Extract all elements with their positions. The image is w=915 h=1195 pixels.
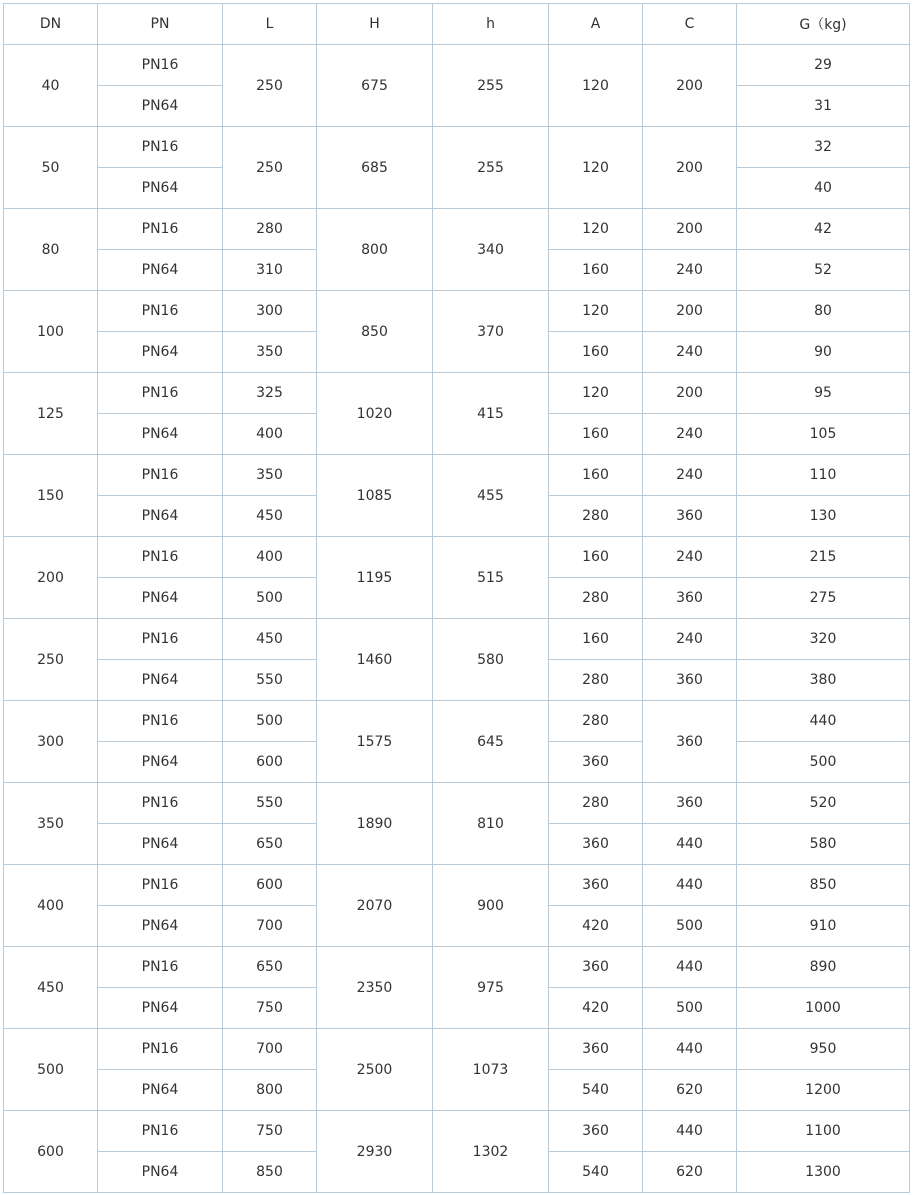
g-cell: 32 bbox=[737, 127, 910, 168]
dn-cell: 150 bbox=[4, 455, 98, 537]
a-cell: 160 bbox=[549, 414, 643, 455]
g-cell: 320 bbox=[737, 619, 910, 660]
l-cell: 450 bbox=[223, 619, 317, 660]
a-cell: 120 bbox=[549, 373, 643, 414]
c-cell: 200 bbox=[643, 373, 737, 414]
h-lower-cell: 415 bbox=[433, 373, 549, 455]
header-pn: PN bbox=[98, 4, 223, 45]
g-cell: 910 bbox=[737, 906, 910, 947]
a-cell: 360 bbox=[549, 824, 643, 865]
g-cell: 275 bbox=[737, 578, 910, 619]
h-upper-cell: 1460 bbox=[317, 619, 433, 701]
a-cell: 360 bbox=[549, 742, 643, 783]
pn-cell: PN64 bbox=[98, 86, 223, 127]
pn-cell: PN16 bbox=[98, 947, 223, 988]
h-upper-cell: 800 bbox=[317, 209, 433, 291]
pn-cell: PN16 bbox=[98, 1111, 223, 1152]
l-cell: 550 bbox=[223, 783, 317, 824]
pn-cell: PN64 bbox=[98, 1070, 223, 1111]
a-cell: 280 bbox=[549, 660, 643, 701]
a-cell: 360 bbox=[549, 947, 643, 988]
h-upper-cell: 2930 bbox=[317, 1111, 433, 1193]
c-cell: 620 bbox=[643, 1070, 737, 1111]
l-cell: 650 bbox=[223, 824, 317, 865]
a-cell: 280 bbox=[549, 701, 643, 742]
c-cell: 620 bbox=[643, 1152, 737, 1193]
h-upper-cell: 675 bbox=[317, 45, 433, 127]
h-lower-cell: 1302 bbox=[433, 1111, 549, 1193]
pn-cell: PN64 bbox=[98, 824, 223, 865]
g-cell: 95 bbox=[737, 373, 910, 414]
pn-cell: PN64 bbox=[98, 660, 223, 701]
a-cell: 120 bbox=[549, 291, 643, 332]
h-upper-cell: 1890 bbox=[317, 783, 433, 865]
h-lower-cell: 975 bbox=[433, 947, 549, 1029]
table-row bbox=[4, 1111, 910, 1152]
h-upper-cell: 685 bbox=[317, 127, 433, 209]
l-cell: 700 bbox=[223, 1029, 317, 1070]
a-cell: 420 bbox=[549, 906, 643, 947]
c-cell: 200 bbox=[643, 127, 737, 209]
c-cell: 440 bbox=[643, 824, 737, 865]
pn-cell: PN16 bbox=[98, 209, 223, 250]
table-row bbox=[4, 537, 910, 578]
pn-cell: PN16 bbox=[98, 1029, 223, 1070]
l-cell: 550 bbox=[223, 660, 317, 701]
l-cell: 325 bbox=[223, 373, 317, 414]
g-cell: 31 bbox=[737, 86, 910, 127]
table-row bbox=[4, 455, 910, 496]
g-cell: 105 bbox=[737, 414, 910, 455]
c-cell: 240 bbox=[643, 455, 737, 496]
table-row bbox=[4, 619, 910, 660]
pn-cell: PN64 bbox=[98, 168, 223, 209]
c-cell: 440 bbox=[643, 947, 737, 988]
g-cell: 1300 bbox=[737, 1152, 910, 1193]
pn-cell: PN64 bbox=[98, 332, 223, 373]
h-upper-cell: 2350 bbox=[317, 947, 433, 1029]
header-h-lower: h bbox=[433, 4, 549, 45]
a-cell: 120 bbox=[549, 45, 643, 127]
pn-cell: PN16 bbox=[98, 373, 223, 414]
c-cell: 240 bbox=[643, 414, 737, 455]
l-cell: 350 bbox=[223, 332, 317, 373]
g-cell: 42 bbox=[737, 209, 910, 250]
a-cell: 420 bbox=[549, 988, 643, 1029]
g-cell: 440 bbox=[737, 701, 910, 742]
l-cell: 250 bbox=[223, 45, 317, 127]
pn-cell: PN64 bbox=[98, 906, 223, 947]
pn-cell: PN16 bbox=[98, 865, 223, 906]
l-cell: 300 bbox=[223, 291, 317, 332]
pn-cell: PN16 bbox=[98, 701, 223, 742]
pn-cell: PN16 bbox=[98, 127, 223, 168]
c-cell: 500 bbox=[643, 906, 737, 947]
g-cell: 29 bbox=[737, 45, 910, 86]
pn-cell: PN16 bbox=[98, 291, 223, 332]
dn-cell: 50 bbox=[4, 127, 98, 209]
g-cell: 950 bbox=[737, 1029, 910, 1070]
g-cell: 40 bbox=[737, 168, 910, 209]
dn-cell: 450 bbox=[4, 947, 98, 1029]
c-cell: 200 bbox=[643, 291, 737, 332]
header-a: A bbox=[549, 4, 643, 45]
g-cell: 380 bbox=[737, 660, 910, 701]
g-cell: 850 bbox=[737, 865, 910, 906]
table-row bbox=[4, 783, 910, 824]
pn-cell: PN16 bbox=[98, 45, 223, 86]
a-cell: 280 bbox=[549, 578, 643, 619]
h-lower-cell: 810 bbox=[433, 783, 549, 865]
a-cell: 360 bbox=[549, 865, 643, 906]
header-c: C bbox=[643, 4, 737, 45]
a-cell: 540 bbox=[549, 1070, 643, 1111]
g-cell: 1200 bbox=[737, 1070, 910, 1111]
a-cell: 120 bbox=[549, 209, 643, 250]
c-cell: 440 bbox=[643, 1111, 737, 1152]
pn-cell: PN64 bbox=[98, 414, 223, 455]
h-lower-cell: 515 bbox=[433, 537, 549, 619]
c-cell: 360 bbox=[643, 578, 737, 619]
table-row bbox=[4, 209, 910, 250]
a-cell: 160 bbox=[549, 332, 643, 373]
a-cell: 160 bbox=[549, 455, 643, 496]
dn-cell: 200 bbox=[4, 537, 98, 619]
l-cell: 750 bbox=[223, 988, 317, 1029]
a-cell: 280 bbox=[549, 496, 643, 537]
g-cell: 1100 bbox=[737, 1111, 910, 1152]
l-cell: 800 bbox=[223, 1070, 317, 1111]
pn-cell: PN64 bbox=[98, 988, 223, 1029]
h-lower-cell: 1073 bbox=[433, 1029, 549, 1111]
g-cell: 130 bbox=[737, 496, 910, 537]
h-upper-cell: 1020 bbox=[317, 373, 433, 455]
c-cell: 240 bbox=[643, 619, 737, 660]
pn-cell: PN16 bbox=[98, 619, 223, 660]
h-upper-cell: 2500 bbox=[317, 1029, 433, 1111]
dn-cell: 80 bbox=[4, 209, 98, 291]
a-cell: 160 bbox=[549, 537, 643, 578]
pn-cell: PN64 bbox=[98, 250, 223, 291]
l-cell: 700 bbox=[223, 906, 317, 947]
c-cell: 440 bbox=[643, 865, 737, 906]
pn-cell: PN16 bbox=[98, 455, 223, 496]
table-row bbox=[4, 127, 910, 168]
table-row bbox=[4, 1029, 910, 1070]
table-body bbox=[4, 45, 910, 1193]
header-dn: DN bbox=[4, 4, 98, 45]
c-cell: 200 bbox=[643, 209, 737, 250]
c-cell: 500 bbox=[643, 988, 737, 1029]
header-row bbox=[4, 4, 910, 45]
c-cell: 240 bbox=[643, 537, 737, 578]
dn-cell: 300 bbox=[4, 701, 98, 783]
l-cell: 650 bbox=[223, 947, 317, 988]
dn-cell: 600 bbox=[4, 1111, 98, 1193]
h-lower-cell: 255 bbox=[433, 45, 549, 127]
c-cell: 360 bbox=[643, 783, 737, 824]
g-cell: 215 bbox=[737, 537, 910, 578]
a-cell: 120 bbox=[549, 127, 643, 209]
l-cell: 280 bbox=[223, 209, 317, 250]
a-cell: 160 bbox=[549, 250, 643, 291]
c-cell: 360 bbox=[643, 496, 737, 537]
l-cell: 450 bbox=[223, 496, 317, 537]
pn-cell: PN16 bbox=[98, 537, 223, 578]
g-cell: 520 bbox=[737, 783, 910, 824]
h-upper-cell: 1195 bbox=[317, 537, 433, 619]
h-lower-cell: 455 bbox=[433, 455, 549, 537]
a-cell: 540 bbox=[549, 1152, 643, 1193]
c-cell: 240 bbox=[643, 250, 737, 291]
c-cell: 240 bbox=[643, 332, 737, 373]
h-lower-cell: 645 bbox=[433, 701, 549, 783]
g-cell: 80 bbox=[737, 291, 910, 332]
table-row bbox=[4, 865, 910, 906]
l-cell: 250 bbox=[223, 127, 317, 209]
dn-cell: 400 bbox=[4, 865, 98, 947]
dn-cell: 250 bbox=[4, 619, 98, 701]
g-cell: 52 bbox=[737, 250, 910, 291]
h-lower-cell: 255 bbox=[433, 127, 549, 209]
c-cell: 440 bbox=[643, 1029, 737, 1070]
g-cell: 500 bbox=[737, 742, 910, 783]
header-g: G（kg) bbox=[737, 4, 910, 45]
l-cell: 850 bbox=[223, 1152, 317, 1193]
l-cell: 310 bbox=[223, 250, 317, 291]
h-lower-cell: 340 bbox=[433, 209, 549, 291]
pn-cell: PN16 bbox=[98, 783, 223, 824]
pn-cell: PN64 bbox=[98, 578, 223, 619]
dn-cell: 125 bbox=[4, 373, 98, 455]
pn-cell: PN64 bbox=[98, 1152, 223, 1193]
a-cell: 360 bbox=[549, 1111, 643, 1152]
table-row bbox=[4, 45, 910, 86]
dn-cell: 500 bbox=[4, 1029, 98, 1111]
h-lower-cell: 580 bbox=[433, 619, 549, 701]
h-upper-cell: 1575 bbox=[317, 701, 433, 783]
l-cell: 750 bbox=[223, 1111, 317, 1152]
l-cell: 350 bbox=[223, 455, 317, 496]
l-cell: 600 bbox=[223, 865, 317, 906]
table-row bbox=[4, 291, 910, 332]
pn-cell: PN64 bbox=[98, 742, 223, 783]
a-cell: 280 bbox=[549, 783, 643, 824]
table-row bbox=[4, 701, 910, 742]
h-upper-cell: 1085 bbox=[317, 455, 433, 537]
l-cell: 500 bbox=[223, 701, 317, 742]
table-row bbox=[4, 373, 910, 414]
g-cell: 580 bbox=[737, 824, 910, 865]
h-lower-cell: 370 bbox=[433, 291, 549, 373]
l-cell: 400 bbox=[223, 537, 317, 578]
g-cell: 90 bbox=[737, 332, 910, 373]
dn-cell: 40 bbox=[4, 45, 98, 127]
c-cell: 200 bbox=[643, 45, 737, 127]
g-cell: 110 bbox=[737, 455, 910, 496]
a-cell: 160 bbox=[549, 619, 643, 660]
dn-cell: 350 bbox=[4, 783, 98, 865]
g-cell: 1000 bbox=[737, 988, 910, 1029]
c-cell: 360 bbox=[643, 660, 737, 701]
c-cell: 360 bbox=[643, 701, 737, 783]
h-upper-cell: 850 bbox=[317, 291, 433, 373]
h-lower-cell: 900 bbox=[433, 865, 549, 947]
header-l: L bbox=[223, 4, 317, 45]
header-h-upper: H bbox=[317, 4, 433, 45]
pn-cell: PN64 bbox=[98, 496, 223, 537]
a-cell: 360 bbox=[549, 1029, 643, 1070]
table-row bbox=[4, 947, 910, 988]
h-upper-cell: 2070 bbox=[317, 865, 433, 947]
l-cell: 600 bbox=[223, 742, 317, 783]
l-cell: 500 bbox=[223, 578, 317, 619]
dn-cell: 100 bbox=[4, 291, 98, 373]
g-cell: 890 bbox=[737, 947, 910, 988]
valve-dimensions-table bbox=[3, 3, 910, 1193]
l-cell: 400 bbox=[223, 414, 317, 455]
